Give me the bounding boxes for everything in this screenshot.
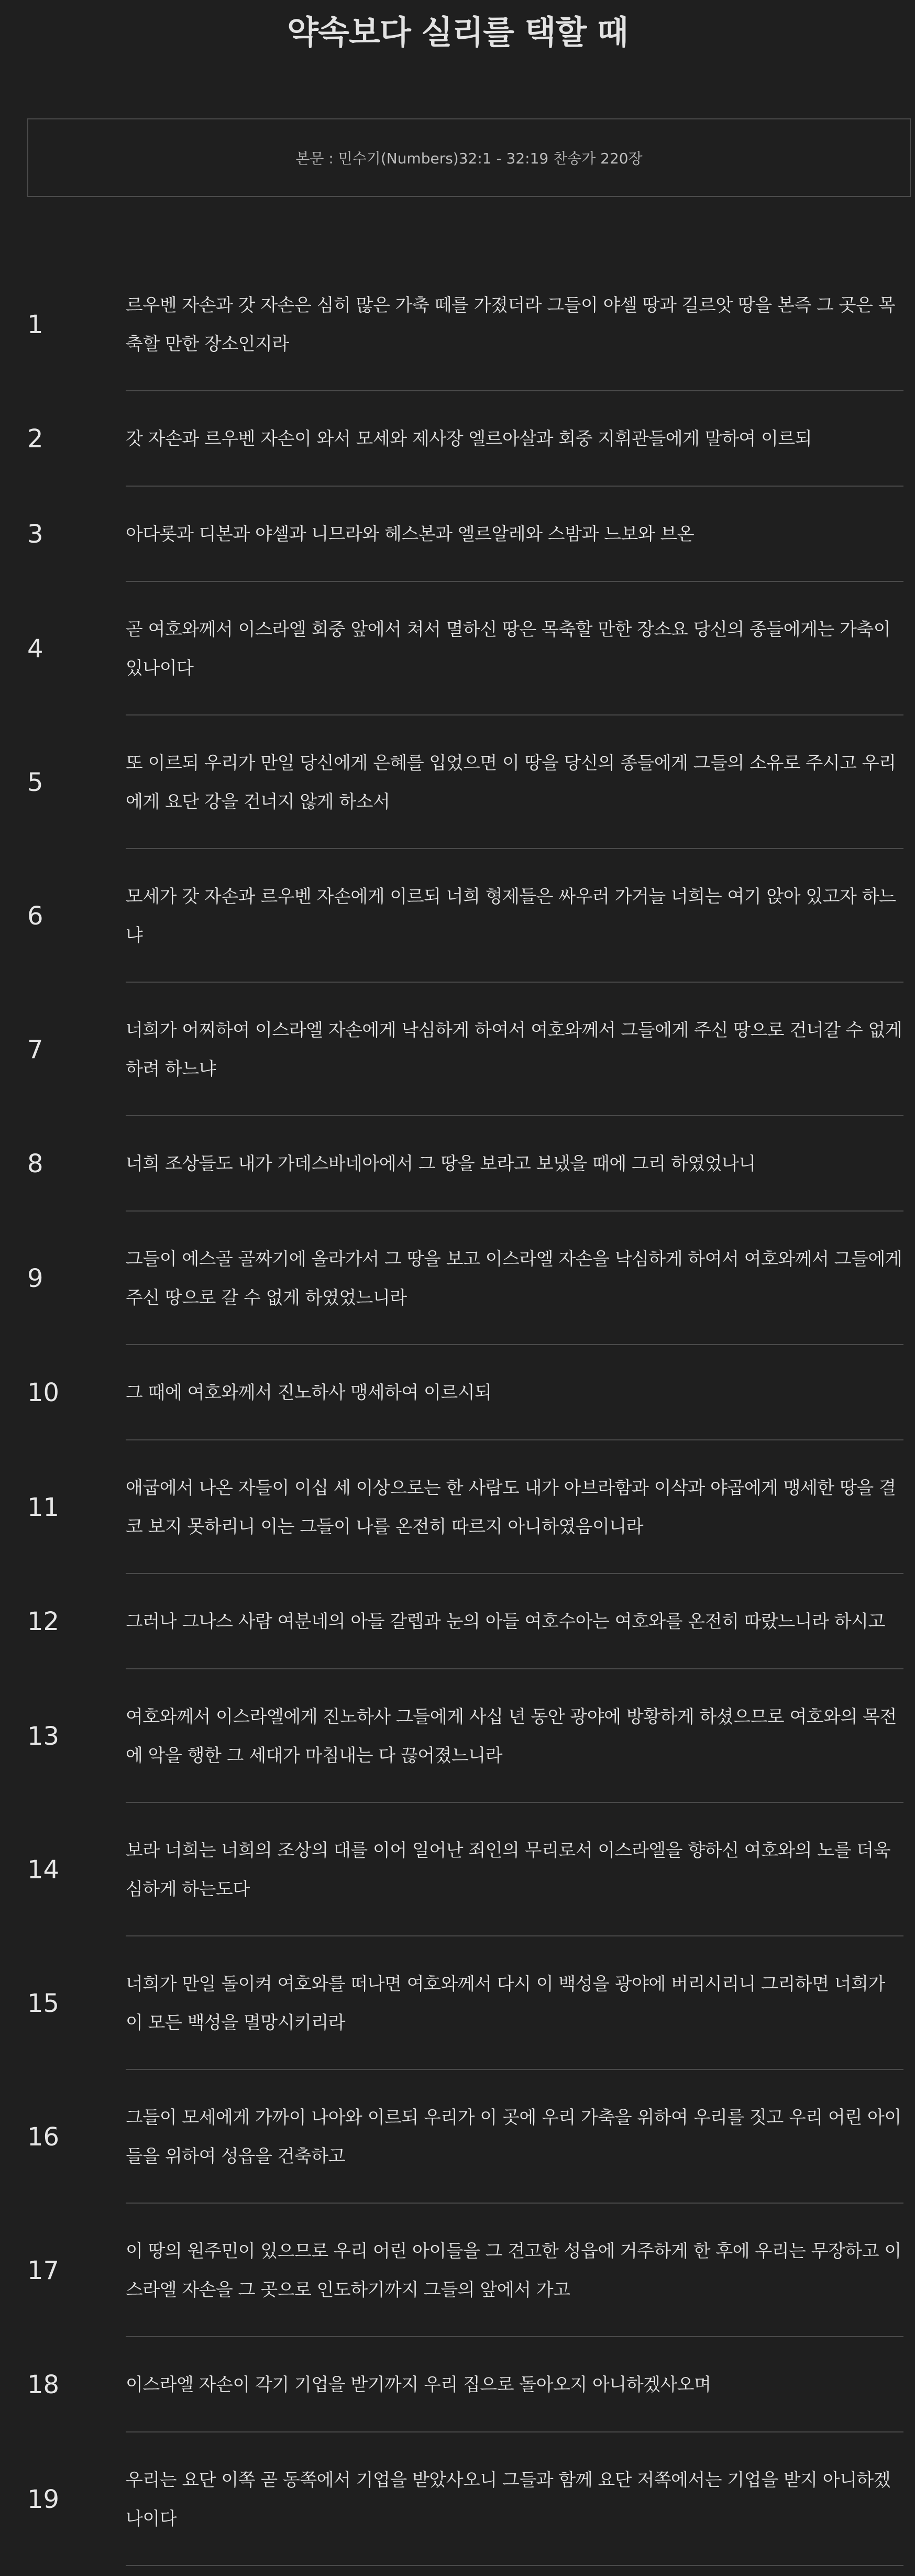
scripture-reference: [27, 118, 911, 197]
verse-number: 3: [27, 520, 43, 549]
verse-row: [0, 391, 915, 487]
verse-number: 7: [27, 1034, 43, 1064]
verse-text: 그들이 모세에게 가까이 나아와 이르되 우리가 이 곳에 우리 가축을 위하여 우리를 짓고 우리 어린 아이들을 위하여 성읍을 건축하고: [126, 2107, 901, 2167]
verse-number: 17: [27, 2255, 60, 2285]
verse-text: 너희 조상들도 내가 가데스바네아에서 그 땅을 보라고 보냈을 때에 그리 하였었나니: [126, 1153, 756, 1174]
verse-row: [0, 983, 915, 1116]
verse-row: [0, 1803, 915, 1936]
verse-number: 6: [27, 901, 43, 931]
verse-number: 16: [27, 2122, 60, 2152]
verse-text: 그러나 그나스 사람 여분네의 아들 갈렙과 눈의 아들 여호수아는 여호와를 온전히 따랐느니라 하시고: [126, 1611, 885, 1632]
verse-text: 너희가 만일 돌이켜 여호와를 떠나면 여호와께서 다시 이 백성을 광야에 버리시리니 그리하면 너희가 이 모든 백성을 멸망시키리라: [126, 1973, 885, 2033]
verse-text: 곧 여호와께서 이스라엘 회중 앞에서 쳐서 멸하신 땅은 목축할 만한 장소요 당신의 종들에게는 가축이 있나이다: [126, 619, 891, 679]
page-title: 약속보다 실리를 택할 때: [287, 13, 628, 51]
verse-text: 이스라엘 자손이 각기 기업을 받기까지 우리 집으로 돌아오지 아니하겠사오며: [126, 2374, 711, 2395]
verse-text: 그들이 에스골 골짜기에 올라가서 그 땅을 보고 이스라엘 자손을 낙심하게 하여서 여호와께서 그들에게 주신 땅으로 갈 수 없게 하였었느니라: [126, 1248, 902, 1308]
verse-row: [0, 849, 915, 983]
verse-number: 4: [27, 634, 43, 664]
verse-row: [0, 487, 915, 582]
verse-number: 5: [27, 767, 43, 797]
verse-text: 애굽에서 나온 자들이 이십 세 이상으로는 한 사람도 내가 아브라함과 이삭과 야곱에게 맹세한 땅을 결코 보지 못하리니 이는 그들이 나를 온전히 따르지 아니하였음이니라: [126, 1477, 896, 1537]
verse-row: [0, 1212, 915, 1345]
verse-text: 그 때에 여호와께서 진노하사 맹세하여 이르시되: [126, 1382, 492, 1403]
verse-number: 9: [27, 1263, 43, 1293]
verse-number: 13: [27, 1721, 60, 1751]
verse-text: 갓 자손과 르우벤 자손이 와서 모세와 제사장 엘르아살과 회중 지휘관들에게 말하여 이르되: [126, 428, 812, 449]
verse-row: [0, 1440, 915, 1574]
verse-text: 모세가 갓 자손과 르우벤 자손에게 이르되 너희 형제들은 싸우러 가거늘 너희는 여기 앉아 있고자 하느냐: [126, 886, 896, 946]
verse-text: 아다롯과 디본과 야셀과 니므라와 헤스본과 엘르알레와 스밤과 느보와 브온: [126, 524, 694, 545]
verse-number: 8: [27, 1149, 43, 1179]
verse-row: [0, 2337, 915, 2432]
verse-row: [0, 715, 915, 849]
verse-row: [0, 1345, 915, 1440]
scripture-reference-text: 본문 : 민수기(Numbers)32:1 - 32:19 찬송가 220장: [295, 150, 643, 167]
verse-row: [0, 1574, 915, 1669]
verse-text: 르우벤 자손과 갓 자손은 심히 많은 가축 떼를 가졌더라 그들이 야셀 땅과 길르앗 땅을 본즉 그 곳은 목축할 만한 장소인지라: [126, 294, 895, 355]
verse-row: [0, 1669, 915, 1803]
verse-row: [0, 1116, 915, 1212]
verse-row: [0, 2432, 915, 2566]
verse-row: [0, 2070, 915, 2204]
verse-row: [0, 582, 915, 715]
verse-number: 18: [27, 2370, 60, 2399]
verse-number: 1: [27, 310, 43, 339]
verse-row: [0, 2204, 915, 2337]
verse-number: 2: [27, 424, 43, 454]
verse-row: [0, 258, 915, 391]
verse-text: 이 땅의 원주민이 있으므로 우리 어린 아이들을 그 견고한 성읍에 거주하게 한 후에 우리는 무장하고 이스라엘 자손을 그 곳으로 인도하기까지 그들의 앞에서 가고: [126, 2240, 901, 2300]
verse-number: 10: [27, 1378, 60, 1407]
verse-number: 11: [27, 1492, 60, 1522]
verse-text: 보라 너희는 너희의 조상의 대를 이어 일어난 죄인의 무리로서 이스라엘을 향하신 여호와의 노를 더욱 심하게 하는도다: [126, 1840, 891, 1900]
verse-number: 12: [27, 1607, 60, 1636]
verse-number: 19: [27, 2484, 60, 2514]
verse-text: 우리는 요단 이쪽 곧 동쪽에서 기업을 받았사오니 그들과 함께 요단 저쪽에서는 기업을 받지 아니하겠나이다: [126, 2469, 891, 2529]
verse-number: 15: [27, 1988, 60, 2018]
verse-number: 14: [27, 1855, 60, 1885]
verse-text: 여호와께서 이스라엘에게 진노하사 그들에게 사십 년 동안 광야에 방황하게 하셨으므로 여호와의 목전에 악을 행한 그 세대가 마침내는 다 끊어졌느니라: [126, 1706, 897, 1766]
verse-text: 너희가 어찌하여 이스라엘 자손에게 낙심하게 하여서 여호와께서 그들에게 주신 땅으로 건너갈 수 없게 하려 하느냐: [126, 1019, 902, 1080]
verse-row: [0, 1936, 915, 2070]
verse-list: [0, 258, 915, 2566]
verse-text: 또 이르되 우리가 만일 당신에게 은혜를 입었으면 이 땅을 당신의 종들에게 그들의 소유로 주시고 우리에게 요단 강을 건너지 않게 하소서: [126, 752, 896, 812]
